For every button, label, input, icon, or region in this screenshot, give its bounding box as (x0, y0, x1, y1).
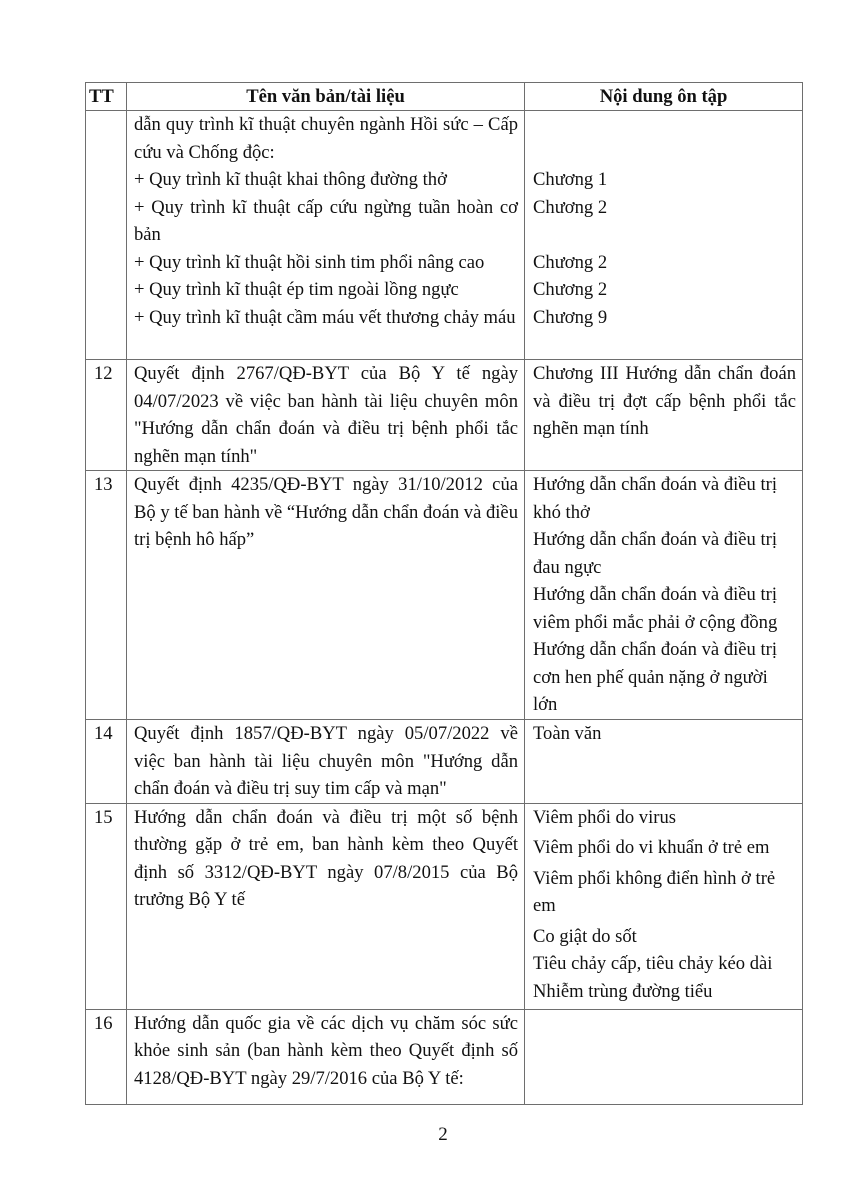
review-documents-table (85, 82, 803, 1105)
review-item: Toàn văn (533, 723, 602, 744)
review-content-cell (525, 471, 803, 720)
table-row-continued (86, 111, 803, 360)
review-item: Co giật do sốt (533, 925, 637, 947)
page-number: 2 (438, 1124, 448, 1145)
review-item: Tiêu chảy cấp, tiêu chảy kéo dài (533, 953, 773, 974)
row-number: 13 (86, 471, 127, 720)
review-content-cell (525, 360, 803, 471)
chapter-ref: Chương 1 (533, 169, 608, 190)
review-item: Viêm phổi không điển hình ở trẻ em (533, 867, 776, 916)
review-item: Viêm phổi do vi khuẩn ở trẻ em (533, 837, 770, 858)
table-row-14 (86, 720, 803, 804)
review-content-cell (525, 720, 803, 804)
procedure-item: + Quy trình kĩ thuật khai thông đường thở (134, 169, 447, 190)
procedure-intro: dẫn quy trình kĩ thuật chuyên ngành Hồi sức – Cấp cứu và Chống độc: (134, 114, 518, 163)
review-item: Hướng dẫn chẩn đoán và điều trị viêm phổi mắc phải ở cộng đồng (533, 584, 778, 633)
review-item: Chương III Hướng dẫn chẩn đoán và điều trị đợt cấp bệnh phổi tắc nghẽn mạn tính (533, 363, 796, 439)
document-name-cell (127, 111, 525, 360)
row-number: 12 (86, 360, 127, 471)
header-review-content: Nội dung ôn tập (525, 83, 803, 111)
review-item: Hướng dẫn chẩn đoán và điều trị cơn hen phế quản nặng ở người lớn (533, 639, 777, 715)
table-row-16 (86, 1009, 803, 1104)
table-row-13 (86, 471, 803, 720)
document-name-cell: Hướng dẫn quốc gia về các dịch vụ chăm sóc sức khỏe sinh sản (ban hành kèm theo Quyết định số 4128/QĐ-BYT ngày 29/7/2016 của Bộ Y tế: (127, 1009, 525, 1104)
row-number: 16 (86, 1009, 127, 1104)
row-number (86, 111, 127, 360)
review-item: Hướng dẫn chẩn đoán và điều trị khó thở (533, 474, 777, 523)
procedure-item: + Quy trình kĩ thuật hồi sinh tim phổi nâng cao (134, 251, 485, 273)
table-row-12 (86, 360, 803, 471)
document-name-cell: Quyết định 1857/QĐ-BYT ngày 05/07/2022 về việc ban hành tài liệu chuyên môn "Hướng dẫn chẩn đoán và điều trị suy tim cấp và mạn" (127, 720, 525, 804)
chapter-ref: Chương 2 (533, 196, 608, 218)
row-number: 14 (86, 720, 127, 804)
procedure-item: + Quy trình kĩ thuật cầm máu vết thương chảy máu (134, 306, 516, 328)
chapter-ref: Chương 2 (533, 251, 608, 273)
document-name-cell: Quyết định 4235/QĐ-BYT ngày 31/10/2012 của Bộ y tế ban hành về “Hướng dẫn chẩn đoán và điều trị bệnh hô hấp” (127, 471, 525, 720)
document-name-cell: Hướng dẫn chẩn đoán và điều trị một số bệnh thường gặp ở trẻ em, ban hành kèm theo Quyết định số 3312/QĐ-BYT ngày 07/8/2015 của Bộ trưởng Bộ Y tế (127, 803, 525, 1009)
row-number: 15 (86, 803, 127, 1009)
review-item: Viêm phổi do virus (533, 806, 676, 828)
chapter-ref: Chương 2 (533, 279, 608, 300)
review-item: Hướng dẫn chẩn đoán và điều trị đau ngực (533, 529, 777, 578)
review-content-cell (525, 1009, 803, 1104)
review-content-cell (525, 111, 803, 360)
procedure-item: + Quy trình kĩ thuật ép tim ngoài lồng ngực (134, 279, 459, 300)
table-row-15 (86, 803, 803, 1009)
review-item: Nhiễm trùng đường tiểu (533, 980, 713, 1002)
header-tt: TT (86, 83, 127, 111)
chapter-ref: Chương 9 (533, 306, 608, 328)
document-name-cell: Quyết định 2767/QĐ-BYT của Bộ Y tế ngày 04/07/2023 về việc ban hành tài liệu chuyên môn "Hướng dẫn chẩn đoán và điều trị bệnh phổi tắc nghẽn mạn tính" (127, 360, 525, 471)
procedure-item: + Quy trình kĩ thuật cấp cứu ngừng tuần hoàn cơ bản (134, 196, 518, 245)
header-document-name: Tên văn bản/tài liệu (127, 83, 525, 111)
review-content-cell (525, 803, 803, 1009)
table-header-row (86, 83, 803, 111)
